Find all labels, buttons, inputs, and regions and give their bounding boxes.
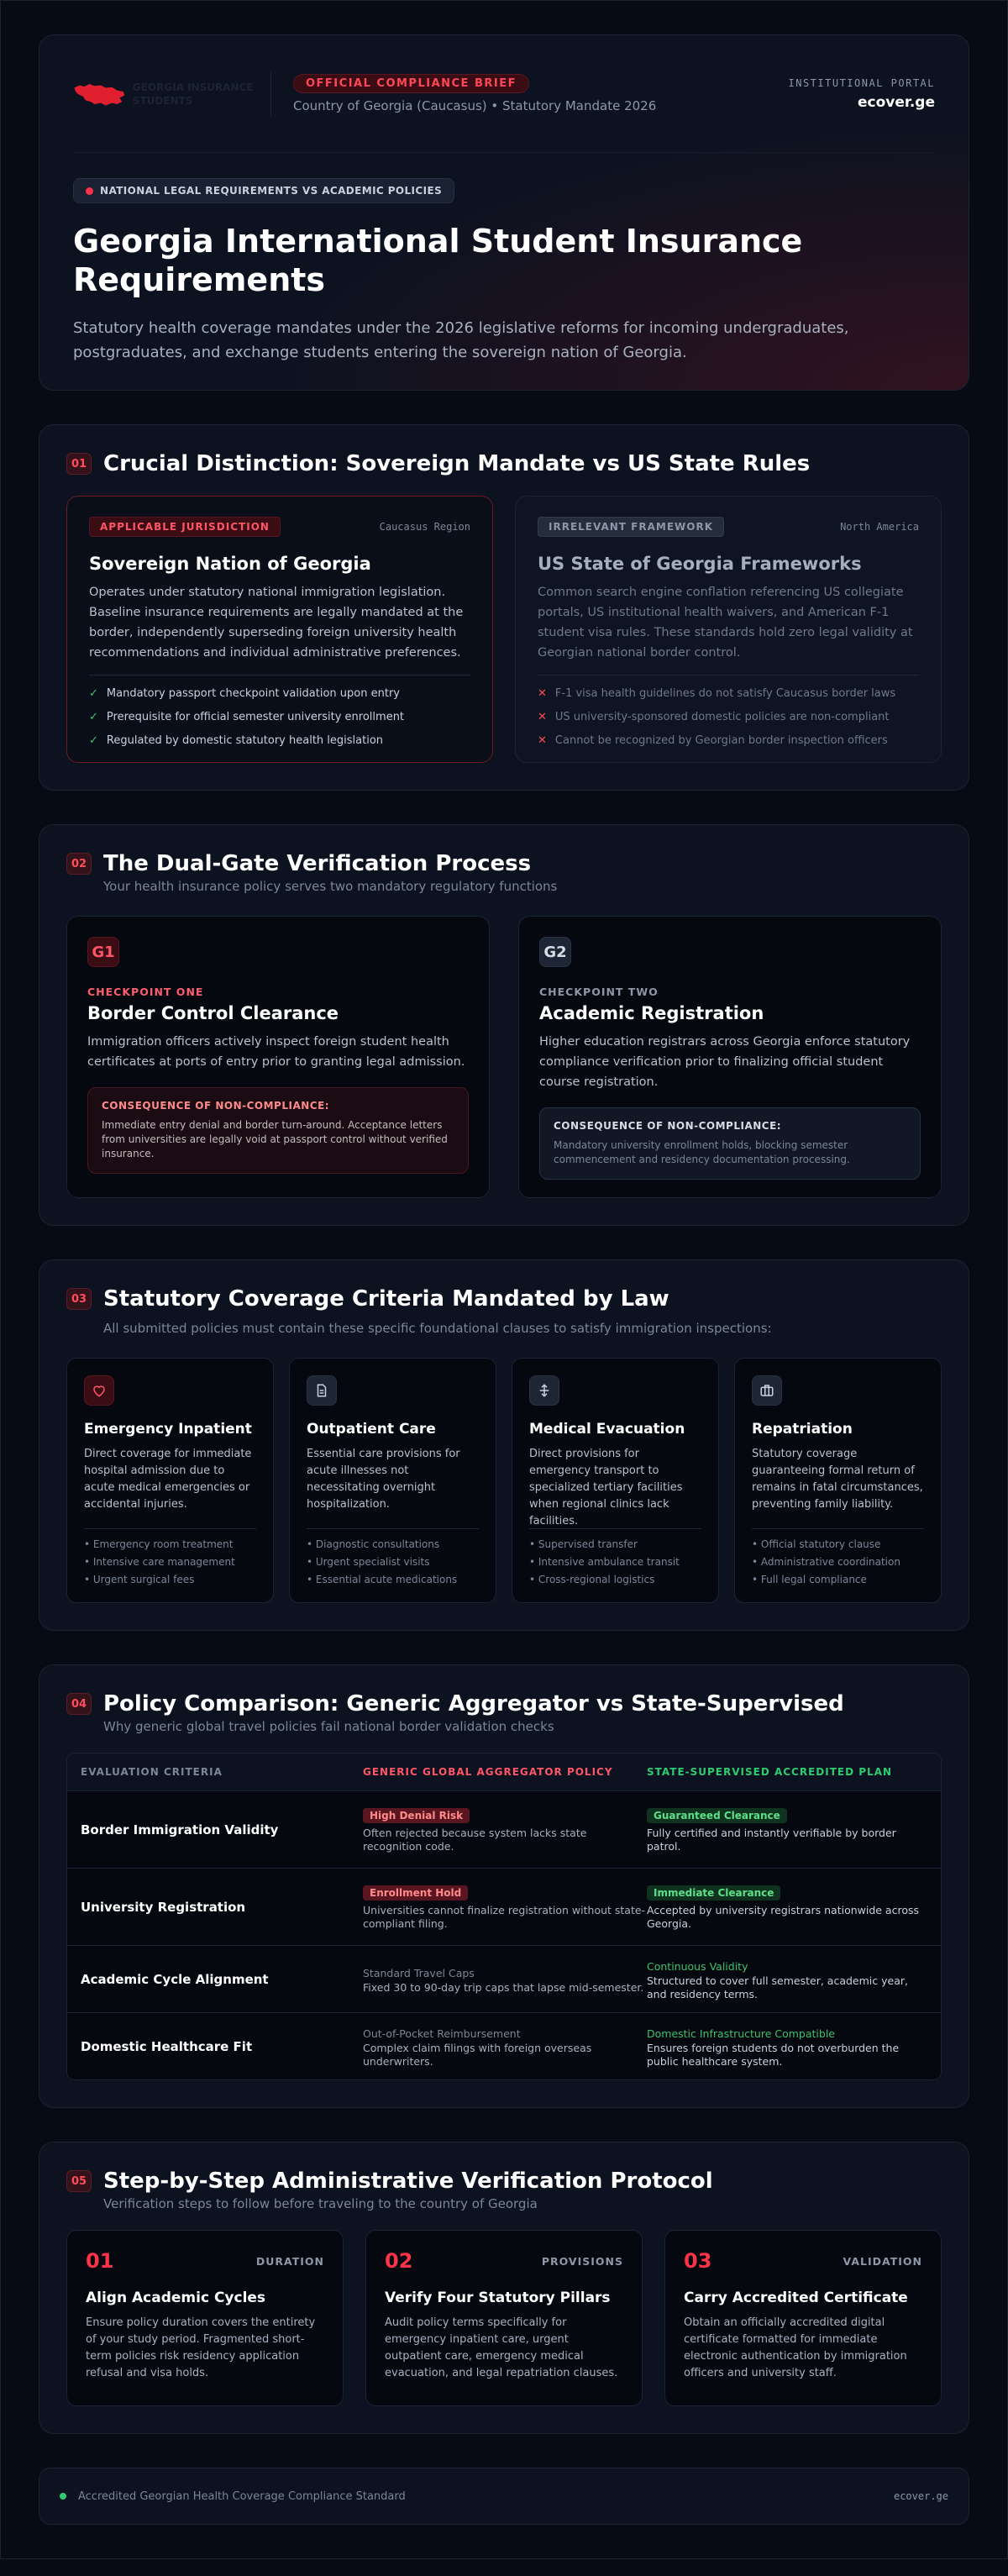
step-number: 01 xyxy=(86,2249,114,2273)
generic-cell xyxy=(363,1806,647,1853)
step-card xyxy=(66,2230,344,2406)
risk-badge: Enrollment Hold xyxy=(363,1885,468,1900)
clearance-badge: Guaranteed Clearance xyxy=(647,1808,787,1823)
gate-one-icon: G1 xyxy=(87,937,119,967)
gate-two-icon: G2 xyxy=(539,937,571,967)
section-number: 01 xyxy=(66,453,92,475)
status-dot-icon xyxy=(60,2493,66,2500)
section-number: 02 xyxy=(66,853,92,875)
list-item xyxy=(538,729,919,753)
region-label: Caucasus Region xyxy=(379,521,470,533)
section-number: 04 xyxy=(66,1693,92,1715)
document-icon xyxy=(307,1375,337,1406)
criteria-list xyxy=(307,1528,479,1589)
criteria-card-evacuation xyxy=(512,1358,719,1603)
table-row xyxy=(67,1868,941,1945)
criteria-description: Direct coverage for immediate hospital admission due to acute medical emergencies or accidental injuries. xyxy=(84,1448,252,1511)
table-row xyxy=(67,2012,941,2079)
criteria-title: Repatriation xyxy=(752,1421,853,1438)
step-card xyxy=(365,2230,643,2406)
section-number: 05 xyxy=(66,2170,92,2192)
consequence-title: CONSEQUENCE OF NON-COMPLIANCE: xyxy=(102,1100,330,1112)
generic-cell xyxy=(363,2025,647,2069)
portal-label: INSTITUTIONAL PORTAL xyxy=(788,76,935,89)
section-verification-protocol xyxy=(39,2142,969,2434)
criteria-list xyxy=(752,1528,924,1589)
step-card xyxy=(664,2230,942,2406)
consequence-description: Immediate entry denial and border turn-around. Acceptance letters from universities are legally void at passport control without verified insurance. xyxy=(102,1119,448,1159)
consequence-title: CONSEQUENCE OF NON-COMPLIANCE: xyxy=(554,1120,782,1132)
card-description: Operates under statutory national immigration legislation. Baseline insurance requirements are legally mandated at the border, independently superseding foreign university health recommendations and individual administrative preferences. xyxy=(89,586,464,660)
footer-text: Accredited Georgian Health Coverage Compliance Standard xyxy=(78,2489,406,2503)
section-title: Statutory Coverage Criteria Mandated by Law xyxy=(103,1286,669,1312)
hero-banner xyxy=(39,34,969,391)
cell-description: Structured to cover full semester, academic year, and residency terms. xyxy=(647,1974,908,2000)
state-cell xyxy=(647,1806,927,1853)
section-subtitle: Verification steps to follow before traveling to the country of Georgia xyxy=(103,2196,538,2211)
cell-status: Standard Travel Caps xyxy=(363,1966,475,1979)
criteria-card-emergency xyxy=(66,1358,274,1603)
gate-description: Higher education registrars across Georgia enforce statutory compliance verification prior to finalizing official student course registration. xyxy=(539,1035,911,1089)
section-number: 03 xyxy=(66,1288,92,1310)
cell-description: Accepted by university registrars nationwide across Georgia. xyxy=(647,1903,919,1930)
step-title: Align Academic Cycles xyxy=(86,2289,266,2306)
generic-cell xyxy=(363,1884,647,1931)
section-title: Step-by-Step Administrative Verification Protocol xyxy=(103,2169,713,2194)
list-item xyxy=(89,706,470,729)
jurisdiction-card-us xyxy=(515,496,942,763)
section-title: The Dual-Gate Verification Process xyxy=(103,851,532,876)
cross-icon: ✕ xyxy=(538,687,547,700)
section-policy-comparison xyxy=(39,1664,969,2108)
check-icon: ✓ xyxy=(89,687,98,700)
list-item xyxy=(89,682,470,706)
list-item: • Emergency room treatment xyxy=(84,1538,234,1550)
gate-title: Border Control Clearance xyxy=(87,1003,339,1023)
briefcase-icon xyxy=(752,1375,782,1406)
section-title: Policy Comparison: Generic Aggregator vs State-Supervised xyxy=(103,1691,844,1716)
criteria-list xyxy=(84,1528,256,1589)
state-cell xyxy=(647,1884,927,1931)
institutional-portal xyxy=(789,77,936,111)
cross-list xyxy=(538,675,919,753)
section-coverage-criteria xyxy=(39,1259,969,1631)
cell-description: Fixed 30 to 90-day trip caps that lapse mid-semester. xyxy=(363,1980,644,1994)
georgia-map-icon xyxy=(73,76,126,113)
list-item: • Intensive ambulance transit xyxy=(529,1556,680,1568)
criteria-cell: Border Immigration Validity xyxy=(81,1822,279,1837)
section-subtitle: All submitted policies must contain these specific foundational clauses to satisfy immigration inspections: xyxy=(103,1321,772,1336)
criteria-cell: University Registration xyxy=(81,1899,246,1915)
state-cell xyxy=(647,2025,927,2069)
criteria-card-repatriation xyxy=(734,1358,942,1603)
gate-card-border xyxy=(66,916,490,1198)
list-item: • Cross-regional logistics xyxy=(529,1574,655,1585)
evacuation-arrows-icon xyxy=(529,1375,559,1406)
footer xyxy=(39,2468,969,2525)
cell-description: Universities cannot finalize registration without state-compliant filing. xyxy=(363,1903,646,1930)
list-item-label: Mandatory passport checkpoint validation upon entry xyxy=(106,687,400,700)
hero-header xyxy=(73,35,935,153)
clearance-badge: Immediate Clearance xyxy=(647,1885,780,1900)
section-subtitle: Why generic global travel policies fail national border validation checks xyxy=(103,1719,554,1734)
cell-status: Out-of-Pocket Reimbursement xyxy=(363,2027,521,2040)
list-item: • Essential acute medications xyxy=(307,1574,458,1585)
section-jurisdiction xyxy=(39,424,969,791)
table-header xyxy=(67,1753,941,1790)
pill-label: NATIONAL LEGAL REQUIREMENTS VS ACADEMIC POLICIES xyxy=(100,185,443,197)
page-title: Georgia International Student Insurance Requirements xyxy=(73,223,803,298)
column-header: STATE-SUPERVISED ACCREDITED PLAN xyxy=(647,1766,893,1778)
applicable-tag: APPLICABLE JURISDICTION xyxy=(89,517,281,537)
cell-description: Fully certified and instantly verifiable by border patrol. xyxy=(647,1826,896,1853)
list-item-label: Prerequisite for official semester university enrollment xyxy=(106,711,405,723)
logo-text: GEORGIA INSURANCE STUDENTS xyxy=(132,81,254,107)
section-title: Crucial Distinction: Sovereign Mandate vs US State Rules xyxy=(103,451,811,476)
logo[interactable] xyxy=(73,76,270,113)
irrelevant-tag: IRRELEVANT FRAMEWORK xyxy=(538,517,724,537)
cell-description: Ensures foreign students do not overburden the public healthcare system. xyxy=(647,2041,900,2068)
criteria-description: Essential care provisions for acute illnesses not necessitating overnight hospitalization. xyxy=(307,1448,460,1511)
check-icon: ✓ xyxy=(89,711,98,723)
card-title: Sovereign Nation of Georgia xyxy=(89,554,371,574)
section-subtitle: Your health insurance policy serves two mandatory regulatory functions xyxy=(103,879,558,894)
step-label: VALIDATION xyxy=(843,2254,922,2268)
criteria-card-outpatient xyxy=(289,1358,496,1603)
gate-description: Immigration officers actively inspect foreign student health certificates at ports of entry prior to granting legal admission. xyxy=(87,1035,465,1069)
card-description: Common search engine conflation referencing US collegiate portals, US institutional health waivers, and American F-1 student visa rules. These standards hold zero legal validity at Georgian national border control. xyxy=(538,586,913,660)
consequence-box xyxy=(87,1087,469,1174)
criteria-title: Emergency Inpatient xyxy=(84,1421,252,1438)
criteria-cell: Academic Cycle Alignment xyxy=(81,1971,269,1987)
card-title: US State of Georgia Frameworks xyxy=(538,554,862,574)
step-title: Verify Four Statutory Pillars xyxy=(385,2289,611,2306)
checkpoint-label: CHECKPOINT ONE xyxy=(87,986,204,998)
step-description: Audit policy terms specifically for emergency inpatient care, urgent outpatient care, emergency medical evacuation, and legal repatriation clauses. xyxy=(385,2316,618,2379)
heart-icon xyxy=(84,1375,114,1406)
table-row xyxy=(67,1790,941,1868)
list-item xyxy=(538,706,919,729)
list-item-label: Regulated by domestic statutory health legislation xyxy=(106,734,384,747)
gate-title: Academic Registration xyxy=(539,1003,764,1023)
cross-icon: ✕ xyxy=(538,711,547,723)
brief-subtitle: Country of Georgia (Caucasus) • Statutory Mandate 2026 xyxy=(293,98,657,113)
column-header: EVALUATION CRITERIA xyxy=(81,1766,223,1778)
list-item: • Supervised transfer xyxy=(529,1538,638,1550)
portal-site-link[interactable]: ecover.ge xyxy=(857,93,935,111)
cross-icon: ✕ xyxy=(538,734,547,747)
category-pill xyxy=(73,178,454,203)
list-item-label: US university-sponsored domestic policies are non-compliant xyxy=(554,711,890,723)
brief-tag: OFFICIAL COMPLIANCE BRIEF xyxy=(293,74,529,93)
list-item: • Administrative coordination xyxy=(752,1556,900,1568)
list-item: • Diagnostic consultations xyxy=(307,1538,440,1550)
list-item: • Urgent surgical fees xyxy=(84,1574,195,1585)
cell-status: Continuous Validity xyxy=(647,1959,748,1973)
cell-description: Complex claim filings with foreign overseas underwriters. xyxy=(363,2041,592,2068)
gate-card-academic xyxy=(518,916,942,1198)
state-cell xyxy=(647,1958,927,2001)
criteria-description: Statutory coverage guaranteeing formal return of remains in fatal circumstances, preventing family liability. xyxy=(752,1448,923,1511)
step-label: DURATION xyxy=(255,2254,324,2268)
column-header: GENERIC GLOBAL AGGREGATOR POLICY xyxy=(363,1766,613,1778)
step-title: Carry Accredited Certificate xyxy=(684,2289,908,2306)
header-divider xyxy=(270,72,271,116)
jurisdiction-card-georgia xyxy=(66,496,493,763)
region-label: North America xyxy=(840,521,919,533)
step-description: Ensure policy duration covers the entirety of your study period. Fragmented short-term policies risk residency application refusal and visa holds. xyxy=(86,2316,316,2379)
cell-status: Domestic Infrastructure Compatible xyxy=(647,2027,835,2040)
list-item: • Intensive care management xyxy=(84,1556,235,1568)
table-row xyxy=(67,1945,941,2012)
criteria-title: Medical Evacuation xyxy=(529,1421,685,1438)
list-item-label: F-1 visa health guidelines do not satisfy Caucasus border laws xyxy=(554,687,896,700)
criteria-title: Outpatient Care xyxy=(307,1421,436,1438)
step-number: 02 xyxy=(385,2249,413,2273)
checkpoint-label: CHECKPOINT TWO xyxy=(539,986,659,998)
page-subtitle: Statutory health coverage mandates under the 2026 legislative reforms for incoming undergraduates, postgraduates, and exchange students entering the sovereign nation of Georgia. xyxy=(73,319,849,361)
criteria-cell: Domestic Healthcare Fit xyxy=(81,2038,253,2054)
list-item: • Full legal compliance xyxy=(752,1574,867,1585)
list-item-label: Cannot be recognized by Georgian border inspection officers xyxy=(554,734,888,747)
list-item xyxy=(538,682,919,706)
section-dual-gate xyxy=(39,824,969,1226)
criteria-description: Direct provisions for emergency transport to specialized tertiary facilities when regional clinics lack facilities. xyxy=(529,1448,683,1527)
cell-description: Often rejected because system lacks state recognition code. xyxy=(363,1826,587,1853)
consequence-box xyxy=(539,1107,921,1180)
comparison-table xyxy=(66,1753,942,2080)
risk-badge: High Denial Risk xyxy=(363,1808,470,1823)
footer-site-link[interactable]: ecover.ge xyxy=(893,2490,948,2502)
list-item xyxy=(89,729,470,753)
red-dot-icon xyxy=(86,187,93,195)
list-item: • Urgent specialist visits xyxy=(307,1556,430,1568)
generic-cell xyxy=(363,1964,647,1995)
check-icon: ✓ xyxy=(89,734,98,747)
step-label: PROVISIONS xyxy=(541,2254,623,2268)
list-item: • Official statutory clause xyxy=(752,1538,881,1550)
step-number: 03 xyxy=(684,2249,712,2273)
consequence-description: Mandatory university enrollment holds, blocking semester commencement and residency documentation processing. xyxy=(554,1139,850,1165)
check-list xyxy=(89,675,470,753)
step-description: Obtain an officially accredited digital certificate formatted for immediate electronic authentication by immigration officers and university staff. xyxy=(684,2316,907,2379)
criteria-list xyxy=(529,1528,701,1589)
